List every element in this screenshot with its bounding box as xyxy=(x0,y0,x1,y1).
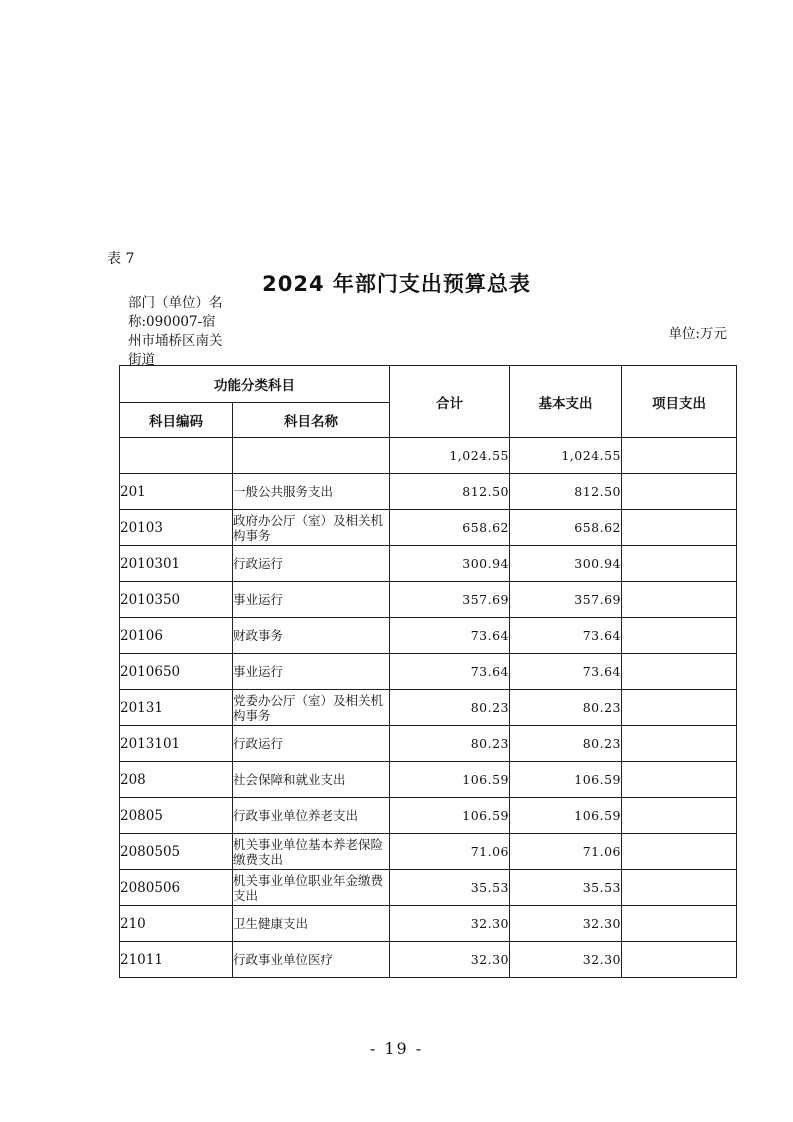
subject-code-cell: 2013101 xyxy=(120,726,233,762)
subject-code-cell xyxy=(120,438,233,474)
total-cell: 357.69 xyxy=(390,582,510,618)
project-cell xyxy=(622,870,737,906)
project-cell xyxy=(622,438,737,474)
subject-code-cell: 20103 xyxy=(120,510,233,546)
header-subject-code: 科目编码 xyxy=(120,403,233,438)
subject-name-cell: 卫生健康支出 xyxy=(233,906,390,942)
basic-cell: 71.06 xyxy=(510,834,622,870)
table-row xyxy=(120,870,737,906)
basic-cell: 106.59 xyxy=(510,798,622,834)
unit-label: 单位:万元 xyxy=(668,326,727,342)
page-title: 2024 年部门支出预算总表 xyxy=(262,272,531,296)
project-cell xyxy=(622,906,737,942)
project-cell xyxy=(622,582,737,618)
total-cell: 300.94 xyxy=(390,546,510,582)
total-cell: 658.62 xyxy=(390,510,510,546)
table-row xyxy=(120,690,737,726)
table-row xyxy=(120,618,737,654)
total-cell: 32.30 xyxy=(390,942,510,978)
subject-code-cell: 208 xyxy=(120,762,233,798)
header-basic-expenditure: 基本支出 xyxy=(510,366,622,438)
total-cell: 812.50 xyxy=(390,474,510,510)
project-cell xyxy=(622,798,737,834)
basic-cell: 32.30 xyxy=(510,906,622,942)
table-row xyxy=(120,654,737,690)
subject-code-cell: 210 xyxy=(120,906,233,942)
basic-cell: 812.50 xyxy=(510,474,622,510)
budget-table xyxy=(119,365,737,978)
project-cell xyxy=(622,546,737,582)
subject-name-cell: 财政事务 xyxy=(233,618,390,654)
basic-cell: 32.30 xyxy=(510,942,622,978)
project-cell xyxy=(622,690,737,726)
total-cell: 80.23 xyxy=(390,690,510,726)
total-cell: 71.06 xyxy=(390,834,510,870)
subject-name-cell: 政府办公厅（室）及相关机构事务 xyxy=(233,510,390,546)
table-row xyxy=(120,582,737,618)
subject-code-cell: 2010301 xyxy=(120,546,233,582)
subject-name-cell: 行政事业单位医疗 xyxy=(233,942,390,978)
project-cell xyxy=(622,834,737,870)
subject-name-cell: 机关事业单位职业年金缴费支出 xyxy=(233,870,390,906)
table-row xyxy=(120,474,737,510)
basic-cell: 73.64 xyxy=(510,654,622,690)
department-name: 部门（单位）名称:090007-宿州市埇桥区南关街道 xyxy=(128,295,223,368)
basic-cell: 357.69 xyxy=(510,582,622,618)
subject-name-cell: 行政运行 xyxy=(233,726,390,762)
table-row xyxy=(120,834,737,870)
subject-name-cell: 社会保障和就业支出 xyxy=(233,762,390,798)
table-row xyxy=(120,726,737,762)
project-cell xyxy=(622,942,737,978)
subject-code-cell: 20131 xyxy=(120,690,233,726)
project-cell xyxy=(622,510,737,546)
basic-cell: 658.62 xyxy=(510,510,622,546)
subject-code-cell: 21011 xyxy=(120,942,233,978)
subject-code-cell: 201 xyxy=(120,474,233,510)
basic-cell: 300.94 xyxy=(510,546,622,582)
header-subject-name: 科目名称 xyxy=(233,403,390,438)
project-cell xyxy=(622,762,737,798)
subject-code-cell: 2080506 xyxy=(120,870,233,906)
subject-name-cell: 事业运行 xyxy=(233,654,390,690)
total-cell: 73.64 xyxy=(390,618,510,654)
page-number: - 19 - xyxy=(369,1039,424,1058)
basic-cell: 80.23 xyxy=(510,690,622,726)
basic-cell: 35.53 xyxy=(510,870,622,906)
table-row xyxy=(120,762,737,798)
basic-cell: 80.23 xyxy=(510,726,622,762)
table-row xyxy=(120,906,737,942)
project-cell xyxy=(622,618,737,654)
subject-name-cell: 事业运行 xyxy=(233,582,390,618)
header-project-expenditure: 项目支出 xyxy=(622,366,737,438)
project-cell xyxy=(622,474,737,510)
subject-code-cell: 2010650 xyxy=(120,654,233,690)
table-body xyxy=(120,438,737,978)
basic-cell: 106.59 xyxy=(510,762,622,798)
subject-name-cell: 一般公共服务支出 xyxy=(233,474,390,510)
table-row xyxy=(120,438,737,474)
project-cell xyxy=(622,726,737,762)
table-row xyxy=(120,942,737,978)
subject-code-cell: 20805 xyxy=(120,798,233,834)
basic-cell: 1,024.55 xyxy=(510,438,622,474)
total-cell: 1,024.55 xyxy=(390,438,510,474)
subject-name-cell xyxy=(233,438,390,474)
subject-name-cell: 行政事业单位养老支出 xyxy=(233,798,390,834)
subject-code-cell: 2080505 xyxy=(120,834,233,870)
subject-code-cell: 2010350 xyxy=(120,582,233,618)
subject-name-cell: 党委办公厅（室）及相关机构事务 xyxy=(233,690,390,726)
total-cell: 106.59 xyxy=(390,762,510,798)
subject-name-cell: 机关事业单位基本养老保险缴费支出 xyxy=(233,834,390,870)
subject-code-cell: 20106 xyxy=(120,618,233,654)
total-cell: 73.64 xyxy=(390,654,510,690)
total-cell: 106.59 xyxy=(390,798,510,834)
total-cell: 32.30 xyxy=(390,906,510,942)
subject-name-cell: 行政运行 xyxy=(233,546,390,582)
table-row xyxy=(120,546,737,582)
header-functional-category: 功能分类科目 xyxy=(120,366,390,403)
project-cell xyxy=(622,654,737,690)
total-cell: 35.53 xyxy=(390,870,510,906)
header-total: 合计 xyxy=(390,366,510,438)
table-row xyxy=(120,798,737,834)
total-cell: 80.23 xyxy=(390,726,510,762)
basic-cell: 73.64 xyxy=(510,618,622,654)
table-row xyxy=(120,510,737,546)
table-number: 表 7 xyxy=(107,251,135,267)
